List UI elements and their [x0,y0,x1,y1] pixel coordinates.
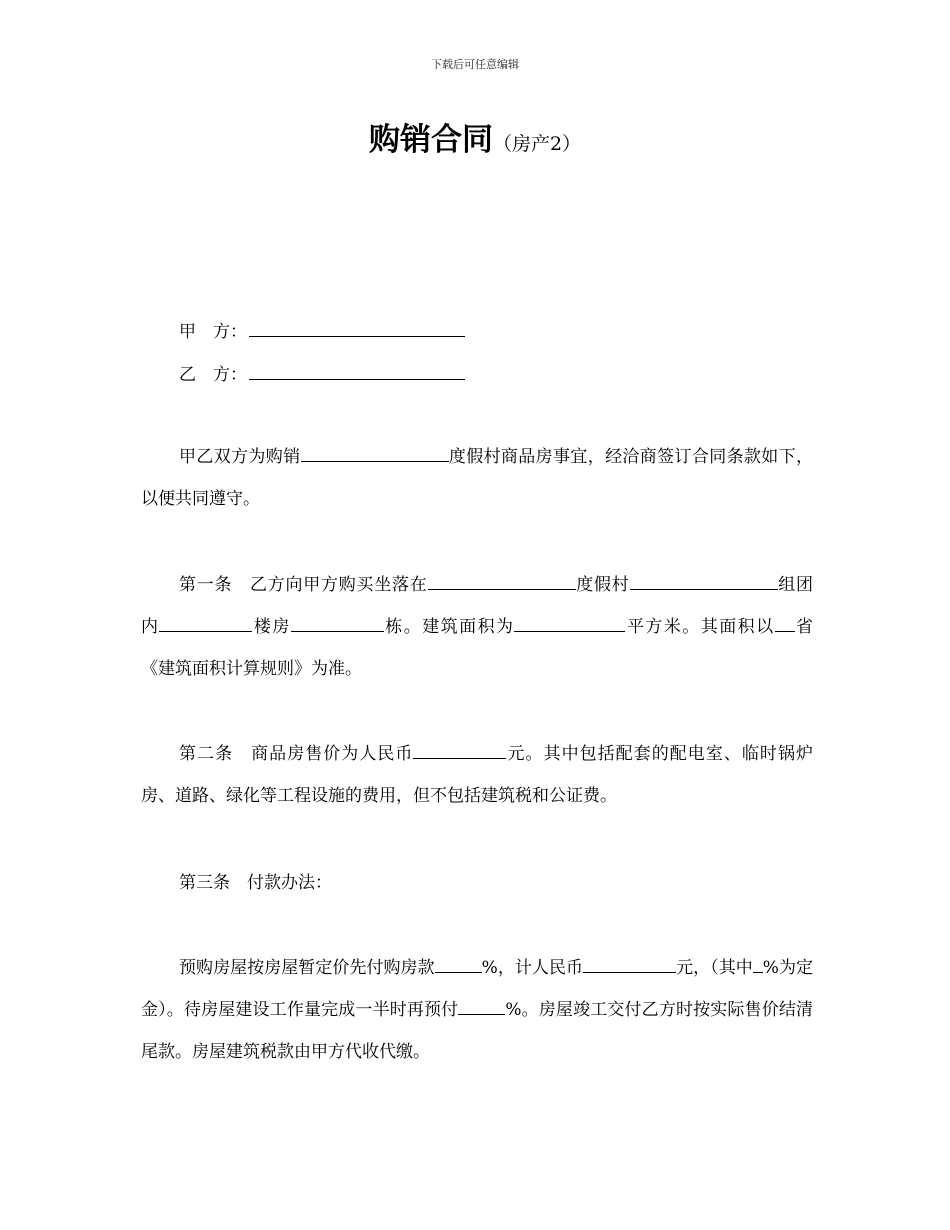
art1-text-c: 组团内 [141,575,813,637]
art1-text-a: 第一条 乙方向甲方购买坐落在 [179,575,428,595]
second-payment-percent-blank[interactable] [458,996,505,1015]
page-header: 下载后可任意编辑 [431,58,519,71]
intro-text-a: 甲乙双方为购销 [179,447,301,467]
intro-text-b: 度假村商品房事宜，经洽商签订合同条款如下，以便共同遵守。 [141,447,813,509]
pay-text-c: 元，（其中 [676,958,753,978]
price-blank[interactable] [413,740,506,759]
title-main: 购销合同 [368,122,493,158]
art1-text-b: 度假村 [575,575,630,595]
art2-text-b: 元。其中包括配套的配电室、临时锅炉房、道路、绿化等工程设施的费用，但不包括建筑税和公证费。 [141,744,814,806]
pay-text-d: %为定金）。待房屋建设工作量完成一半时再预付 [141,958,814,1020]
article-3 [141,862,813,904]
pay-text-b: %，计人民币 [481,958,584,978]
down-payment-amount-blank[interactable] [583,954,676,973]
art1-text-e: 栋。建筑面积为 [383,617,515,637]
article-1 [141,564,813,690]
province-blank[interactable] [775,613,795,632]
payment-paragraph [141,947,813,1073]
resort-name-blank[interactable] [301,443,449,462]
pay-text-a: 预购房屋按房屋暂定价先付购房款 [179,958,435,978]
party-b-label: 乙 方： [179,365,247,385]
art2-text-a: 第二条 商品房售价为人民币 [179,744,414,764]
area-blank[interactable] [514,613,625,632]
down-payment-percent-blank[interactable] [435,954,482,973]
cluster-blank[interactable] [159,613,252,632]
party-a-label: 甲 方： [179,322,247,342]
art1-text-f: 平方米。其面积以 [625,617,775,637]
intro-paragraph [141,436,813,520]
party-a-blank[interactable] [249,318,465,337]
party-b-line [179,361,465,387]
resort-blank[interactable] [630,571,778,590]
article-2 [141,733,813,817]
art1-text-g: 省《建筑面积计算规则》为准。 [141,617,814,679]
deposit-percent-blank[interactable] [753,954,763,973]
title-sub: （房产2） [492,133,582,155]
art1-text-d: 楼房 [252,617,291,637]
party-b-blank[interactable] [249,361,465,380]
art3-heading: 第三条 付款办法： [179,873,332,893]
party-a-line [179,318,465,344]
pay-text-e: %。房屋竣工交付乙方时按实际售价结清尾款。房屋建筑税款由甲方代收代缴。 [141,1000,814,1062]
document-title [0,114,950,159]
location-blank[interactable] [428,571,576,590]
building-count-blank[interactable] [291,613,384,632]
